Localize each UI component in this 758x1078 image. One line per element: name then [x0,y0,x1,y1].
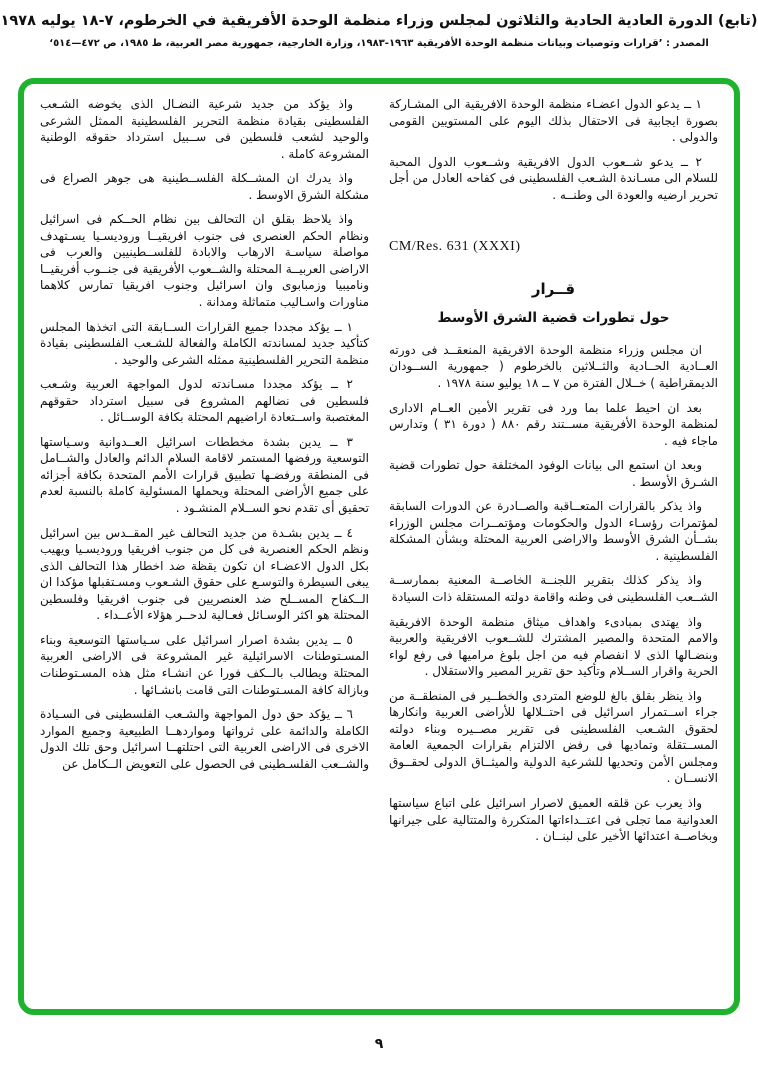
para: ١ ــ يدعو الدول اعضـاء منظمة الوحدة الافريقية الى المشـاركة بصورة ايجابية فى الاحتفال بذلك اليوم على المستويين القومى والدولى . [389,97,718,145]
page-header [0,0,758,49]
para: واذ يذكر كذلك بتقرير اللجنــة الخاصــة المعنية بممارســة الشــعب الفلسطينى فى وطنه واقامة دولته المستقلة ذات السيادة [389,573,718,605]
para: ٦ ــ يؤكد حق دول المواجهة والشـعب الفلسطينى فى السـيادة الكاملة والدائمة على ثرواتها ومواردهــا الطبيعية وجميع الموارد الاخرى فى الاراضى العربية التى احتلتهــا اسرائيل وحق تلك الدول والشــعب الفلسـطينى فى الحصول على التعويض الــكامل عن [40,707,369,771]
para: ٥ ــ يدين بشدة اصرار اسرائيل على سـياستها التوسعية وبناء المسـتوطنات الاسرائيلية غير المشروعة فى الاراضى العربية المحتلة ويطالب بالــكف فورا عن انشـاء مثل هذه المسـتوطنات وبازالة كافة المسـتوطنات التى قامت بانشـائها . [40,632,369,697]
para: ٣ ــ يدين بشدة مخططات اسرائيل العــدوانية وسـياستها التوسعية ورفضها المستمر لاقامة السلام الدائم والعادل والشــامل فى المنطقة ورفضـها تطبيق قرارات الأمم المتحدة بكافة أجزائه على جميع الأراضى المحتلة ويحملها المسئولية كاملة بالنسبة لعدم تحقيق أى تقدم نحو الســلام المنشـود . [40,434,369,516]
para: واذ يلاحظ بقلق ان التحالف بين نظام الحــكم فى اسرائيل ونظام الحكم العنصرى فى جنوب افريقيــا وروديسـيا يسـتهدف مواصلة سياسـة الارهاب والابادة للفلســطينيين والعرب فى الاراضى العربيــة المحتلة والشــعوب الأفريقية فى جنــوب أفريقيــا وناميبيا وزمبابوى وان اسرائيل وجنوب افريقيا تمارس كلاهما مناورات واسـاليب متماثلة ومدانة . [40,212,369,310]
resolution-title: قــرار [531,279,576,298]
para: بعد ان احيط علما بما ورد فى تقرير الأمين العــام الادارى لمنظمة الوحدة الأفريقية مســتند رقم ٨٨٠ ( دورة ٣١ ) وتدارس ماجاء فيه . [389,400,718,448]
two-column-layout [40,96,718,997]
green-border-frame [18,78,740,1015]
left-column [40,96,369,997]
para: واذ ينظر بقلق بالغ للوضع المتردى والخطــير فى المنطقــة من جراء اســتمرار اسرائيل فى احتــلالها للأراضى العربية وانكارها لحقوق الشـعب الفلسطينى فى تقرير مصــيره وبناء دولته المســتقلة وتماديها فى رفض الالتزام بقرارات الجمعية العامة ومجلس الأمن وتحديها للشرعية الدولية والميثــاق الدولى لحقــوق الانســان . [389,688,718,786]
para: واذ يدرك ان المشــكلة الفلســطينية هى جوهر الصراع فى مشكلة الشرق الاوسط . [40,171,369,202]
resolution-reference: CM/Res. 631 (XXXI) [389,239,521,255]
para: ٢ ــ يدعو شــعوب الدول الافريقية وشــعوب الدول المحبة للسلام الى مسـاندة الشـعب الفلسطينى فى كفاحه العادل من أجل تحرير ارضيه والعودة الى وطنــه . [388,154,718,202]
page-number: ٩ [374,1036,384,1052]
para: ان مجلس وزراء منظمة الوحدة الافريقية المنعقــد فى دورته العــادية الحــادية والثــلاثين بالخرطوم ( جمهورية الســودان الديمقراطية ) خــلال الفترة من ٧ ــ ١٨ يوليو سنة ١٩٧٨ . [389,342,718,390]
para: ٢ ــ يؤكد مجددا مسـاندته لدول المواجهة العربية وشـعب فلسطين فى نضالهم المشروع فى سبيل استرداد حقوقهم المغتصبة واســتعادة اراضيهم المحتلة بكافة الوســائل . [40,377,369,425]
right-column [389,96,718,997]
session-title: (تابع) الدورة العادية الحادية والثلاثون لمجلس وزراء منظمة الوحدة الأفريقية في الخرطوم، ٧-١٨ يوليه ١٩٧٨ [0,13,758,29]
para: وبعد ان استمع الى بيانات الوفود المختلفة حول تطورات قضية الشـرق الأوسط . [389,458,718,489]
para: واذ يهتدى بمبادىء واهداف ميثاق منظمة الوحدة الافريقية والامم المتحدة والمصير المشترك للشــعوب الافريقية والعربية وبنضـالها الذى لا انفصام فيه من اجل بلوغ مراميها فى رفع لواء الحرية واقرار الســلام وتأكيد حق تقرير المصير والاستقلال . [389,614,718,679]
source-citation: المصدر : ’قرارات وتوصيات وبيانات منظمة الوحدة الأفريقية ١٩٦٣-١٩٨٣، وزارة الخارجية، جمهورية مصر العربية، ط ١٩٨٥، ص ٤٧٢—٥١٤‘ [49,37,709,49]
para: ١ ــ يؤكد مجددا جميع القرارات الســابقة التى اتخذها المجلس كتأكيد جديد لمساندته الكاملة والفعالة للشـعب الفلسطينى بقيادة منظمة التحرير الفلسطينية ممثله الشرعى والوحيد . [40,319,369,367]
para: واذ يؤكد من جديد شرعية النضـال الذى يخوضه الشـعب الفلسطينى بقيادة منظمة التحرير الفلسطينية الممثل الشرعى والوحيد لشعب فلسطين فى ســبيل استرداد حقوقه الوطنية المشروعة كاملة . [40,97,369,161]
resolution-subtitle: حول تطورات قضية الشرق الأوسط [437,310,670,327]
para: واذ يعرب عن قلقه العميق لاصرار اسرائيل على اتباع سياستها العدوانية مما تجلى فى اعتــداءاتها المتكررة والمتتالية على جيرانها وبخاصــة اعتدائها الأخير على لبنــان . [389,796,718,844]
para: واذ يذكر بالقرارات المتعــاقبة والصــادرة عن الدورات السابقة لمؤتمرات رؤسـاء الدول والحكومات ومؤتمــرات مجلس الوزراء بشــأن الشرق الأوسط والاراضى العربية المحتلة وبشأن المشكلة الفلسطينية . [389,499,718,563]
para: ٤ ــ يدين بشـدة من جديد التحالف غير المقــدس بين اسرائيل ونظم الحكم العنصرية فى كل من جنوب افريقيا وروديسـيا ويهيب بكل الدول الاعضـاء ان تكون يقظة ضد اخطار هذا التحالف الذى يبغى السيطرة والتوسـع على حقوق الشـعوب ومسـتقبلها مؤكدا ان الــكفاح المســلح ضد العنصريين فى جنوب افريقيا وفلسطين المحتلة هو اكثر الوسـائل فعـالية لدحــر هؤلاء الأعــداء . [40,525,369,623]
